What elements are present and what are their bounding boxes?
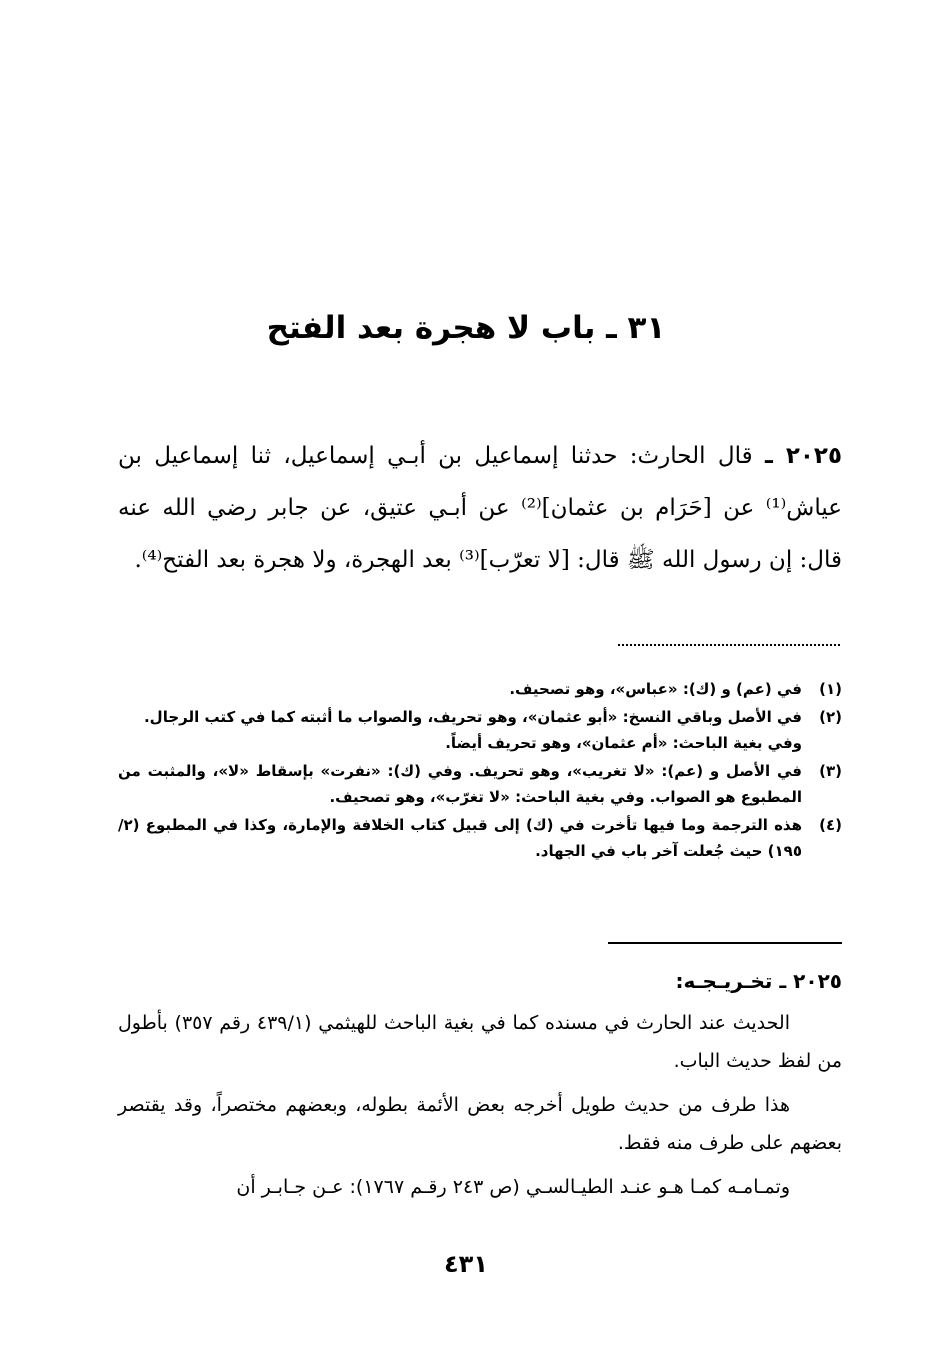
takhrij-section (118, 962, 842, 1212)
footnotes (118, 676, 842, 866)
page-number: ٤٣١ (444, 1250, 488, 1278)
chapter-title: ٣١ ـ باب لا هجرة بعد الفتح (266, 310, 666, 346)
footnote-text (118, 676, 802, 702)
footnote-line: في الأصل و (عم): «لا تغريب»، وهو تحريف. وفي (ك): «نفرت» بإسقاط «لا»، والمثبت من المطبوع هو الصواب. وفي بغية الباحث: «لا تغرّب»، وهو تصحيف. (118, 762, 802, 806)
footnote-line: في (عم) و (ك): «عباس»، وهو تصحيف. (509, 680, 802, 698)
footnote-item (118, 812, 842, 864)
hadith-block (118, 430, 842, 586)
section-divider (608, 942, 842, 944)
hadith-paragraph (118, 430, 842, 586)
footnote-separator-dots (618, 644, 840, 646)
takhrij-paragraph: هذا طرف من حديث طويل أخرجه بعض الأئمة بطوله، وبعضهم مختصراً، وقد يقتصر بعضهم على طرف منه فقط. (118, 1094, 842, 1154)
footnote-text (118, 704, 802, 756)
footnote-line: وفي بغية الباحث: «أم عثمان»، وهو تحريف أيضاً. (445, 734, 802, 752)
footnote-line: هذه الترجمة وما فيها تأخرت في (ك) إلى قبيل كتاب الخلافة والإمارة، وكذا في المطبوع (٢/ ١٩٥) حيث جُعلت آخر باب في الجهاد. (118, 816, 802, 860)
footnote-number: (٤) (819, 816, 842, 834)
takhrij-heading: ٢٠٢٥ ـ تخـريـجـه: (675, 969, 842, 993)
footnote-number: (٣) (819, 762, 842, 780)
footnote-number: (٢) (819, 708, 842, 726)
footnote-item (118, 704, 842, 756)
hadith-text: قال الحارث: حدثنا إسماعيل بن أبـي إسماعيل، ثنا إسماعيل بن عياش⁽¹⁾ عن [حَرَام بن عثمان]⁽²⁾ عن أبـي عتيق، عن جابر رضي الله عنه قال: إن رسول الله ﷺ قال: [لا تعرّب]⁽³⁾ بعد الهجرة، ولا هجرة بعد الفتح⁽⁴⁾. (118, 443, 842, 573)
footnote-number: (١) (819, 680, 842, 698)
footnote-item (118, 758, 842, 810)
footnote-line: في الأصل وباقي النسخ: «أبو عثمان»، وهو تحريف، والصواب ما أثبته كما في كتب الرجال. (143, 708, 802, 726)
footnote-text (118, 812, 802, 864)
takhrij-paragraph: وتمـامـه كمـا هـو عنـد الطيـالسـي (ص ٢٤٣ رقـم ١٧٦٧): عـن جـابـر أن (236, 1176, 790, 1198)
footnote-text (118, 758, 802, 810)
footnote-item (118, 676, 842, 702)
takhrij-paragraph: الحديث عند الحارث في مسنده كما في بغية الباحث للهيثمي (٤٣٩/١ رقم ٣٥٧) بأطول من لفظ حديث الباب. (118, 1012, 842, 1072)
hadith-number: ٢٠٢٥ ـ (764, 443, 843, 469)
